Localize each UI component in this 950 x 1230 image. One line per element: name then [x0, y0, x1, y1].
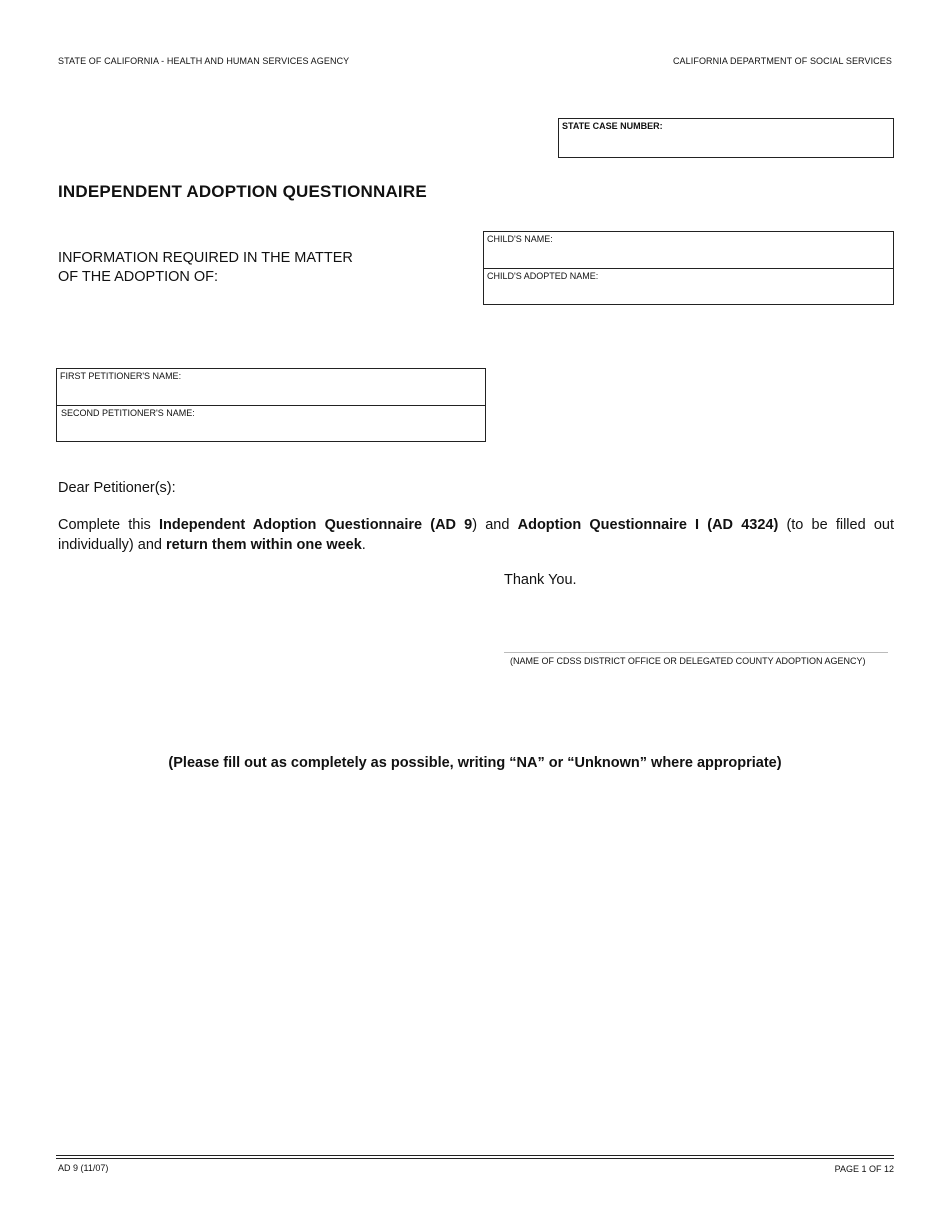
- fill-out-instruction-note: (Please fill out as completely as possible, writing “NA” or “Unknown” where appropriate): [168, 755, 782, 771]
- child-name-field[interactable]: [484, 232, 893, 268]
- letter-greeting: Dear Petitioner(s):: [58, 480, 176, 496]
- child-names-box: [483, 231, 894, 305]
- para-end: .: [361, 537, 366, 553]
- para-form-ad9: Independent Adoption Questionnaire (AD 9: [158, 517, 473, 533]
- para-complete: Complete this: [58, 517, 159, 533]
- letter-closing: Thank You.: [504, 572, 577, 588]
- agency-signature-line[interactable]: [504, 652, 888, 653]
- instructions-paragraph: [58, 515, 894, 555]
- state-case-number-field[interactable]: [558, 118, 894, 158]
- footer-rule-top: [56, 1155, 894, 1156]
- adoption-info-line1: INFORMATION REQUIRED IN THE MATTER: [58, 250, 353, 266]
- para-mid: (to be filled out individually) and: [58, 517, 894, 553]
- para-form-ad4324: Adoption Questionnaire I (AD 4324): [517, 517, 779, 533]
- child-adopted-name-field[interactable]: [484, 269, 893, 305]
- form-title: INDEPENDENT ADOPTION QUESTIONNAIRE: [58, 182, 427, 201]
- second-petitioner-name-field[interactable]: [57, 406, 485, 442]
- petitioner-names-box: [56, 368, 486, 442]
- first-petitioner-name-field[interactable]: [57, 369, 485, 405]
- child-name-label: CHILD'S NAME:: [487, 234, 553, 244]
- first-petitioner-name-label: FIRST PETITIONER'S NAME:: [60, 371, 182, 381]
- form-id: AD 9 (11/07): [58, 1163, 109, 1173]
- agency-header-left: STATE OF CALIFORNIA - HEALTH AND HUMAN SERVICES AGENCY: [58, 56, 350, 66]
- page-number: PAGE 1 OF 12: [834, 1164, 894, 1174]
- child-adopted-name-label: CHILD'S ADOPTED NAME:: [487, 271, 599, 281]
- para-return-deadline: return them within one week: [166, 537, 362, 553]
- agency-header-right: CALIFORNIA DEPARTMENT OF SOCIAL SERVICES: [672, 56, 892, 66]
- second-petitioner-name-label: SECOND PETITIONER'S NAME:: [61, 408, 195, 418]
- agency-signature-caption: (NAME OF CDSS DISTRICT OFFICE OR DELEGATED COUNTY ADOPTION AGENCY): [510, 656, 866, 666]
- footer-rule-bottom: [56, 1158, 894, 1159]
- adoption-info-heading: [58, 249, 418, 287]
- adoption-info-line2: OF THE ADOPTION OF:: [58, 269, 219, 285]
- state-case-number-label: STATE CASE NUMBER:: [562, 121, 663, 131]
- para-and: ) and: [472, 517, 518, 533]
